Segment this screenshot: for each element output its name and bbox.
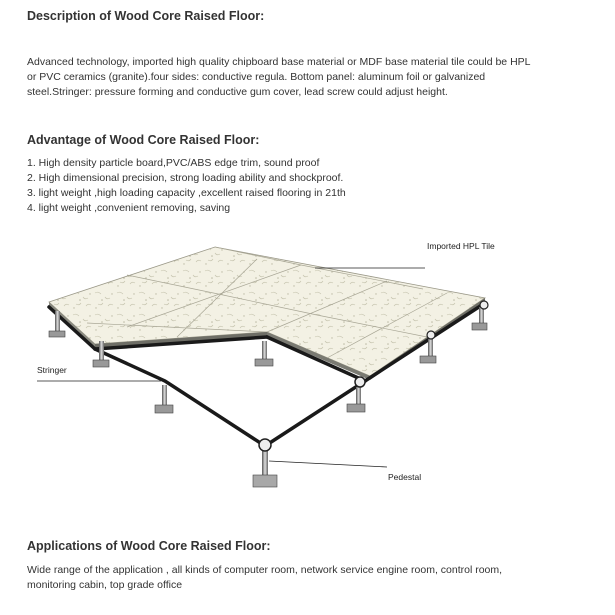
description-text [27, 55, 587, 100]
advantage-item: 2. High dimensional precision, strong loading ability and shockproof. [27, 172, 344, 184]
applications-text [27, 563, 587, 593]
tile-label: Imported HPL Tile [427, 241, 495, 251]
advantage-heading: Advantage of Wood Core Raised Floor: [27, 133, 260, 147]
applications-line: Wide range of the application , all kinds of computer room, network service engine room, control room, [27, 564, 503, 576]
raised-floor-diagram [27, 223, 514, 506]
applications-heading: Applications of Wood Core Raised Floor: [27, 539, 271, 553]
stringer-label: Stringer [37, 365, 67, 375]
pedestal-label: Pedestal [388, 472, 422, 482]
advantage-item: 4. light weight ,convenient removing, saving [27, 202, 231, 214]
advantage-item: 1. High density particle board,PVC/ABS edge trim, sound proof [27, 157, 320, 169]
description-line: steel.Stringer: pressure forming and conductive gum cover, lead screw could adjust height. [27, 86, 448, 98]
advantage-item: 3. light weight ,high loading capacity ,excellent raised flooring in 21th [27, 187, 346, 199]
applications-line: monitoring cabin, top grade office [27, 579, 183, 591]
description-heading: Description of Wood Core Raised Floor: [27, 9, 265, 23]
description-line: or PVC ceramics (granite).four sides: conductive regula. Bottom panel: aluminum foil or galvanized [27, 71, 486, 83]
advantage-list [27, 156, 346, 216]
pedestal-callout-line [269, 461, 387, 467]
description-line: Advanced technology, imported high quality chipboard base material or MDF base material tile could be HPL [27, 56, 531, 68]
